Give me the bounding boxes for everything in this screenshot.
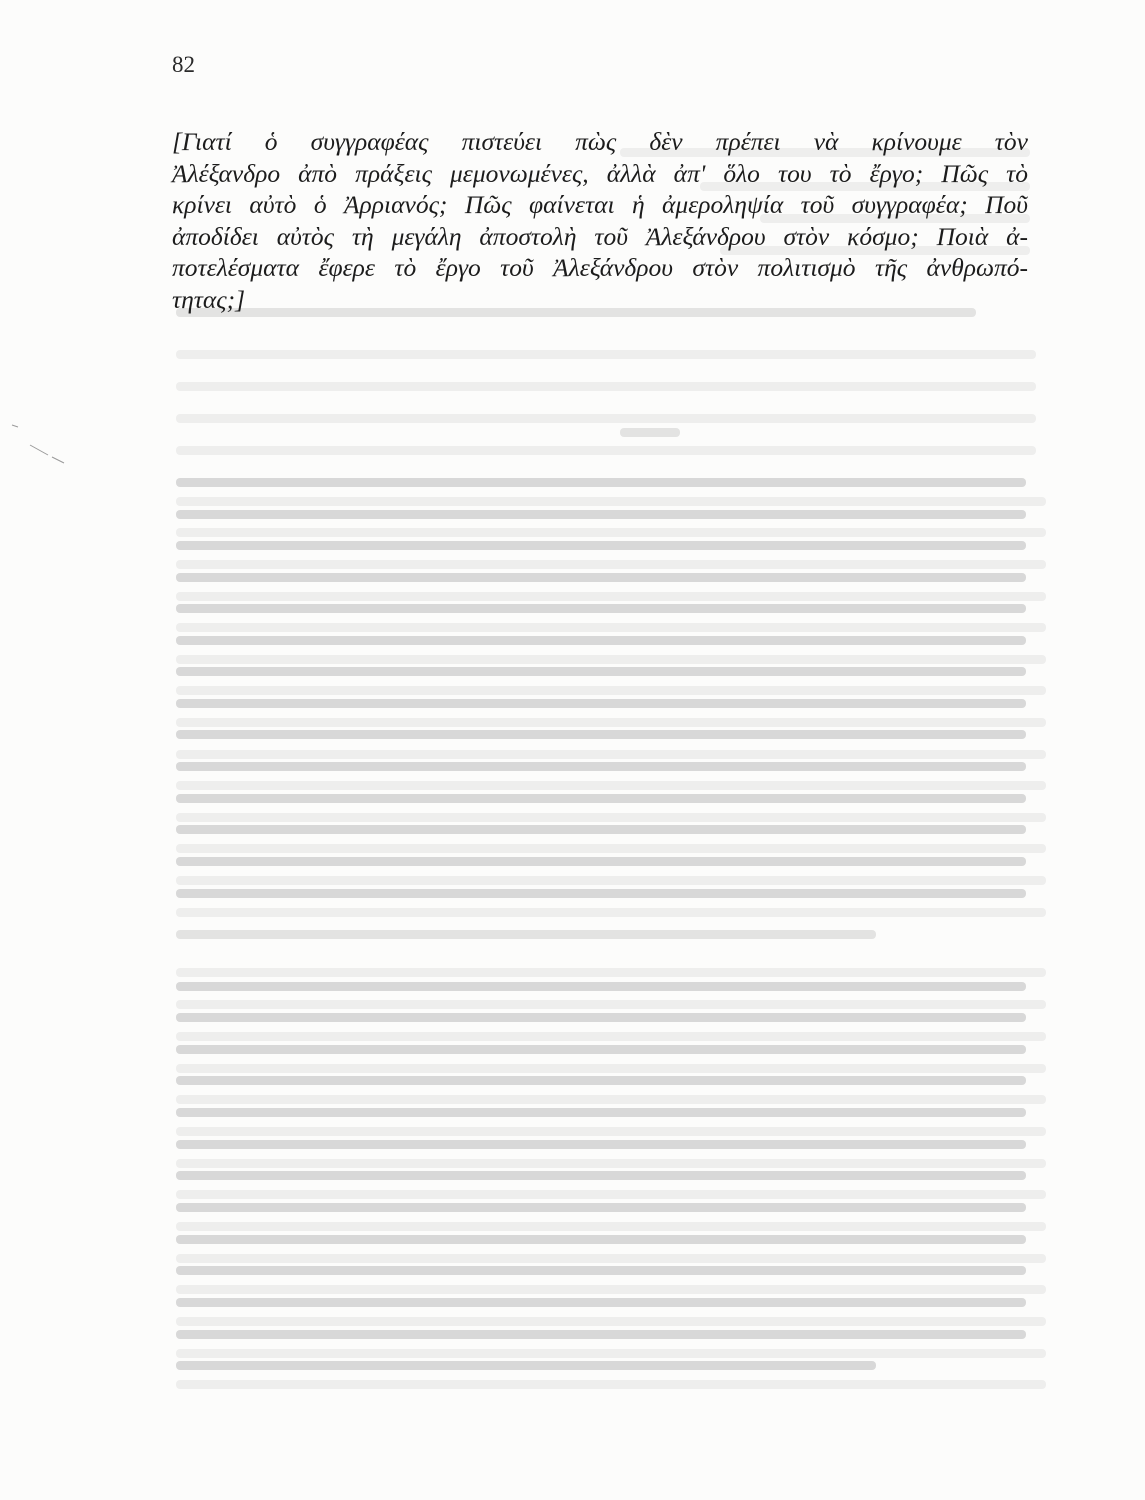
question-block	[172, 126, 1028, 316]
question-line: κρίνει αὐτὸ ὁ Ἀρριανός; Πῶς φαίνεται ἡ ἀμεροληψία τοῦ συγγραφέα; Ποῦ	[172, 190, 1028, 220]
pencil-margin-mark	[8, 415, 68, 465]
page-number: 82	[172, 52, 195, 77]
question-line: τητας;]	[172, 284, 246, 314]
question-line: ἀποδίδει αὐτὸς τὴ μεγάλη ἀποστολὴ τοῦ Ἀλεξάνδρου στὸν κόσμο; Ποιὰ ἀ-	[172, 221, 1028, 251]
question-line: Ἀλέξανδρο ἀπὸ πράξεις μεμονωμένες, ἀλλὰ ἀπ' ὅλο του τὸ ἔργο; Πῶς τὸ	[172, 158, 1028, 188]
question-line: ποτελέσματα ἔφερε τὸ ἔργο τοῦ Ἀλεξάνδρου στὸν πολιτισμὸ τῆς ἀνθρωπό-	[172, 253, 1028, 283]
question-line: [Γιατί ὁ συγγραφέας πιστεύει πὼς δὲν πρέπει νὰ κρίνουμε τὸν	[172, 127, 1028, 156]
